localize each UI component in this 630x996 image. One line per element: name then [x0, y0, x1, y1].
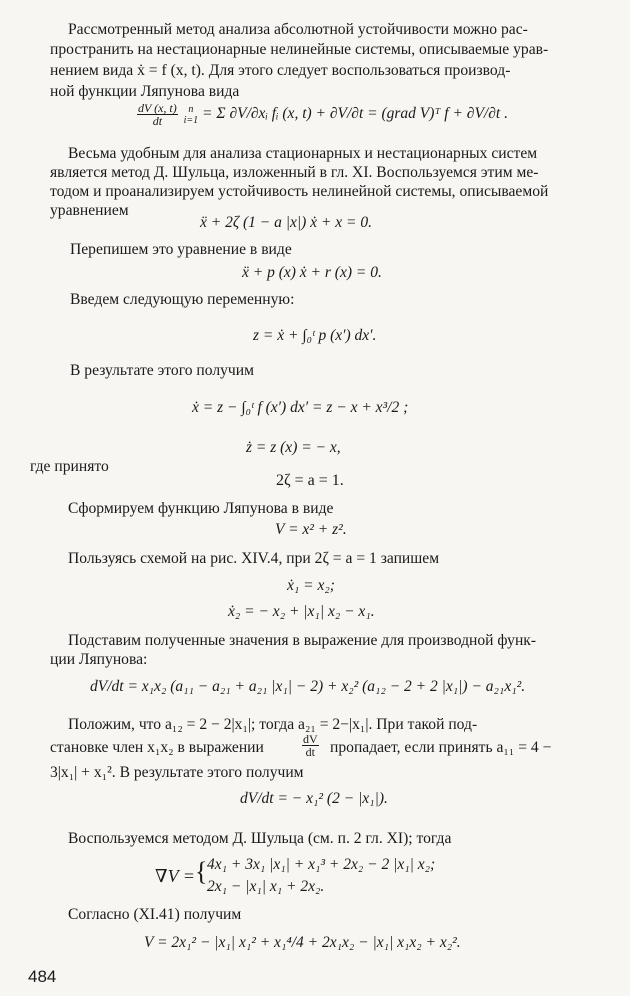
equation-derivative-result: dV/dt = − x₁² (2 − |x₁|). — [240, 790, 388, 807]
text-line: где принято — [30, 458, 109, 475]
text-line: Перепишем это уравнение в виде — [70, 241, 292, 258]
equation-gradient-lhs: ∇V = — [155, 866, 195, 886]
text-line: 3|x₁| + x₁². В результате этого получим — [50, 764, 304, 781]
equation-x-dot: ẋ = z − ∫₀ᵗ f (x′) dx′ = z − x + x³/2 ; — [192, 399, 409, 416]
equation-lyapunov-function: V = x² + z². — [275, 521, 347, 538]
equation-rewritten: ẍ + p (x) ẋ + r (x) = 0. — [242, 264, 382, 281]
text-line: Введем следующую переменную: — [70, 291, 295, 308]
equation-lyapunov-derivative: $\frac{dV (x, t)}{dt}$ n i=1 = Σ ∂V/∂xᵢ fᵢ (x, t) + ∂V/∂t = (grad V)ᵀ f + ∂V/∂t . — [138, 101, 508, 128]
text-line: Положим, что a₁₂ = 2 − 2|x₁|; тогда a₂₁ = 2−|x₁|. При такой под- — [68, 716, 478, 733]
equation-new-variable: z = ẋ + ∫₀ᵗ p (x′) dx′. — [253, 327, 377, 344]
sum-limits: n i=1 — [183, 103, 199, 126]
equation-gradient-2: 2x₁ − |x₁| x₁ + 2x₂. — [207, 878, 325, 895]
brace-icon: { — [195, 857, 208, 886]
text-line: пространить на нестационарные нелинейные системы, описываемые урав- — [50, 41, 549, 58]
equation-zeta: 2ζ = a = 1. — [276, 472, 344, 489]
text-line: нением вида ẋ = f (x, t). Для этого следует воспользоваться производ- — [50, 62, 511, 79]
text-line: Весьма удобным для анализа стационарных и нестационарных систем — [68, 145, 538, 162]
equation-system: ẍ + 2ζ (1 − a |x|) ẋ + x = 0. — [200, 214, 372, 231]
equation-derivative-expanded: dV/dt = x₁x₂ (a₁₁ − a₂₁ + a₂₁ |x₁| − 2) + x₂² (a₁₂ − 2 + 2 |x₁|) − a₂₁x₁². — [90, 678, 526, 695]
text-line: В результате этого получим — [70, 362, 254, 379]
page-number: 484 — [28, 967, 57, 986]
equation-state-2: ẋ₂ = − x₂ + |x₁| x₂ − x₁. — [228, 603, 375, 620]
text-line: Сформируем функцию Ляпунова в виде — [68, 500, 334, 517]
equation-gradient-1: 4x₁ + 3x₁ |x₁| + x₁³ + 2x₂ − 2 |x₁| x₂; — [207, 856, 436, 873]
text-line: Воспользуемся методом Д. Шульца (см. п. 2 гл. XI); тогда — [68, 830, 452, 847]
equation-state-1: ẋ₁ = x₂; — [287, 577, 335, 594]
text-line: ции Ляпунова: — [50, 651, 148, 668]
text-line: Подставим полученные значения в выражение для производной функ- — [68, 632, 537, 649]
text-line: тодом и проанализируем устойчивость нелинейной системы, описываемой — [50, 183, 549, 200]
text-line: ной функции Ляпунова вида — [50, 83, 240, 100]
text-line: Согласно (XI.41) получим — [68, 906, 242, 923]
text-line: пропадает, если принять a₁₁ = 4 − — [330, 739, 552, 756]
text-line: Рассмотренный метод анализа абсолютной устойчивости можно рас- — [68, 21, 528, 38]
text-line: является метод Д. Шульца, изложенный в гл. XI. Воспользуемся этим ме- — [50, 164, 539, 181]
equation-z-dot: ż = z (x) = − x, — [246, 439, 341, 456]
text-line: становке член x₁x₂ в выражении — [50, 739, 264, 756]
fraction: $\frac{dV (x, t)}{dt}$ — [138, 101, 177, 128]
text-line: Пользуясь схемой на рис. XIV.4, при 2ζ = a = 1 запишем — [68, 550, 440, 567]
text-line: уравнением — [50, 202, 129, 219]
fraction-dv-dt: $\frac{dV}{dt}$ — [303, 732, 318, 759]
equation-final-lyapunov: V = 2x₁² − |x₁| x₁² + x₁⁴/4 + 2x₁x₂ − |x₁| x₁x₂ + x₂². — [144, 934, 461, 951]
